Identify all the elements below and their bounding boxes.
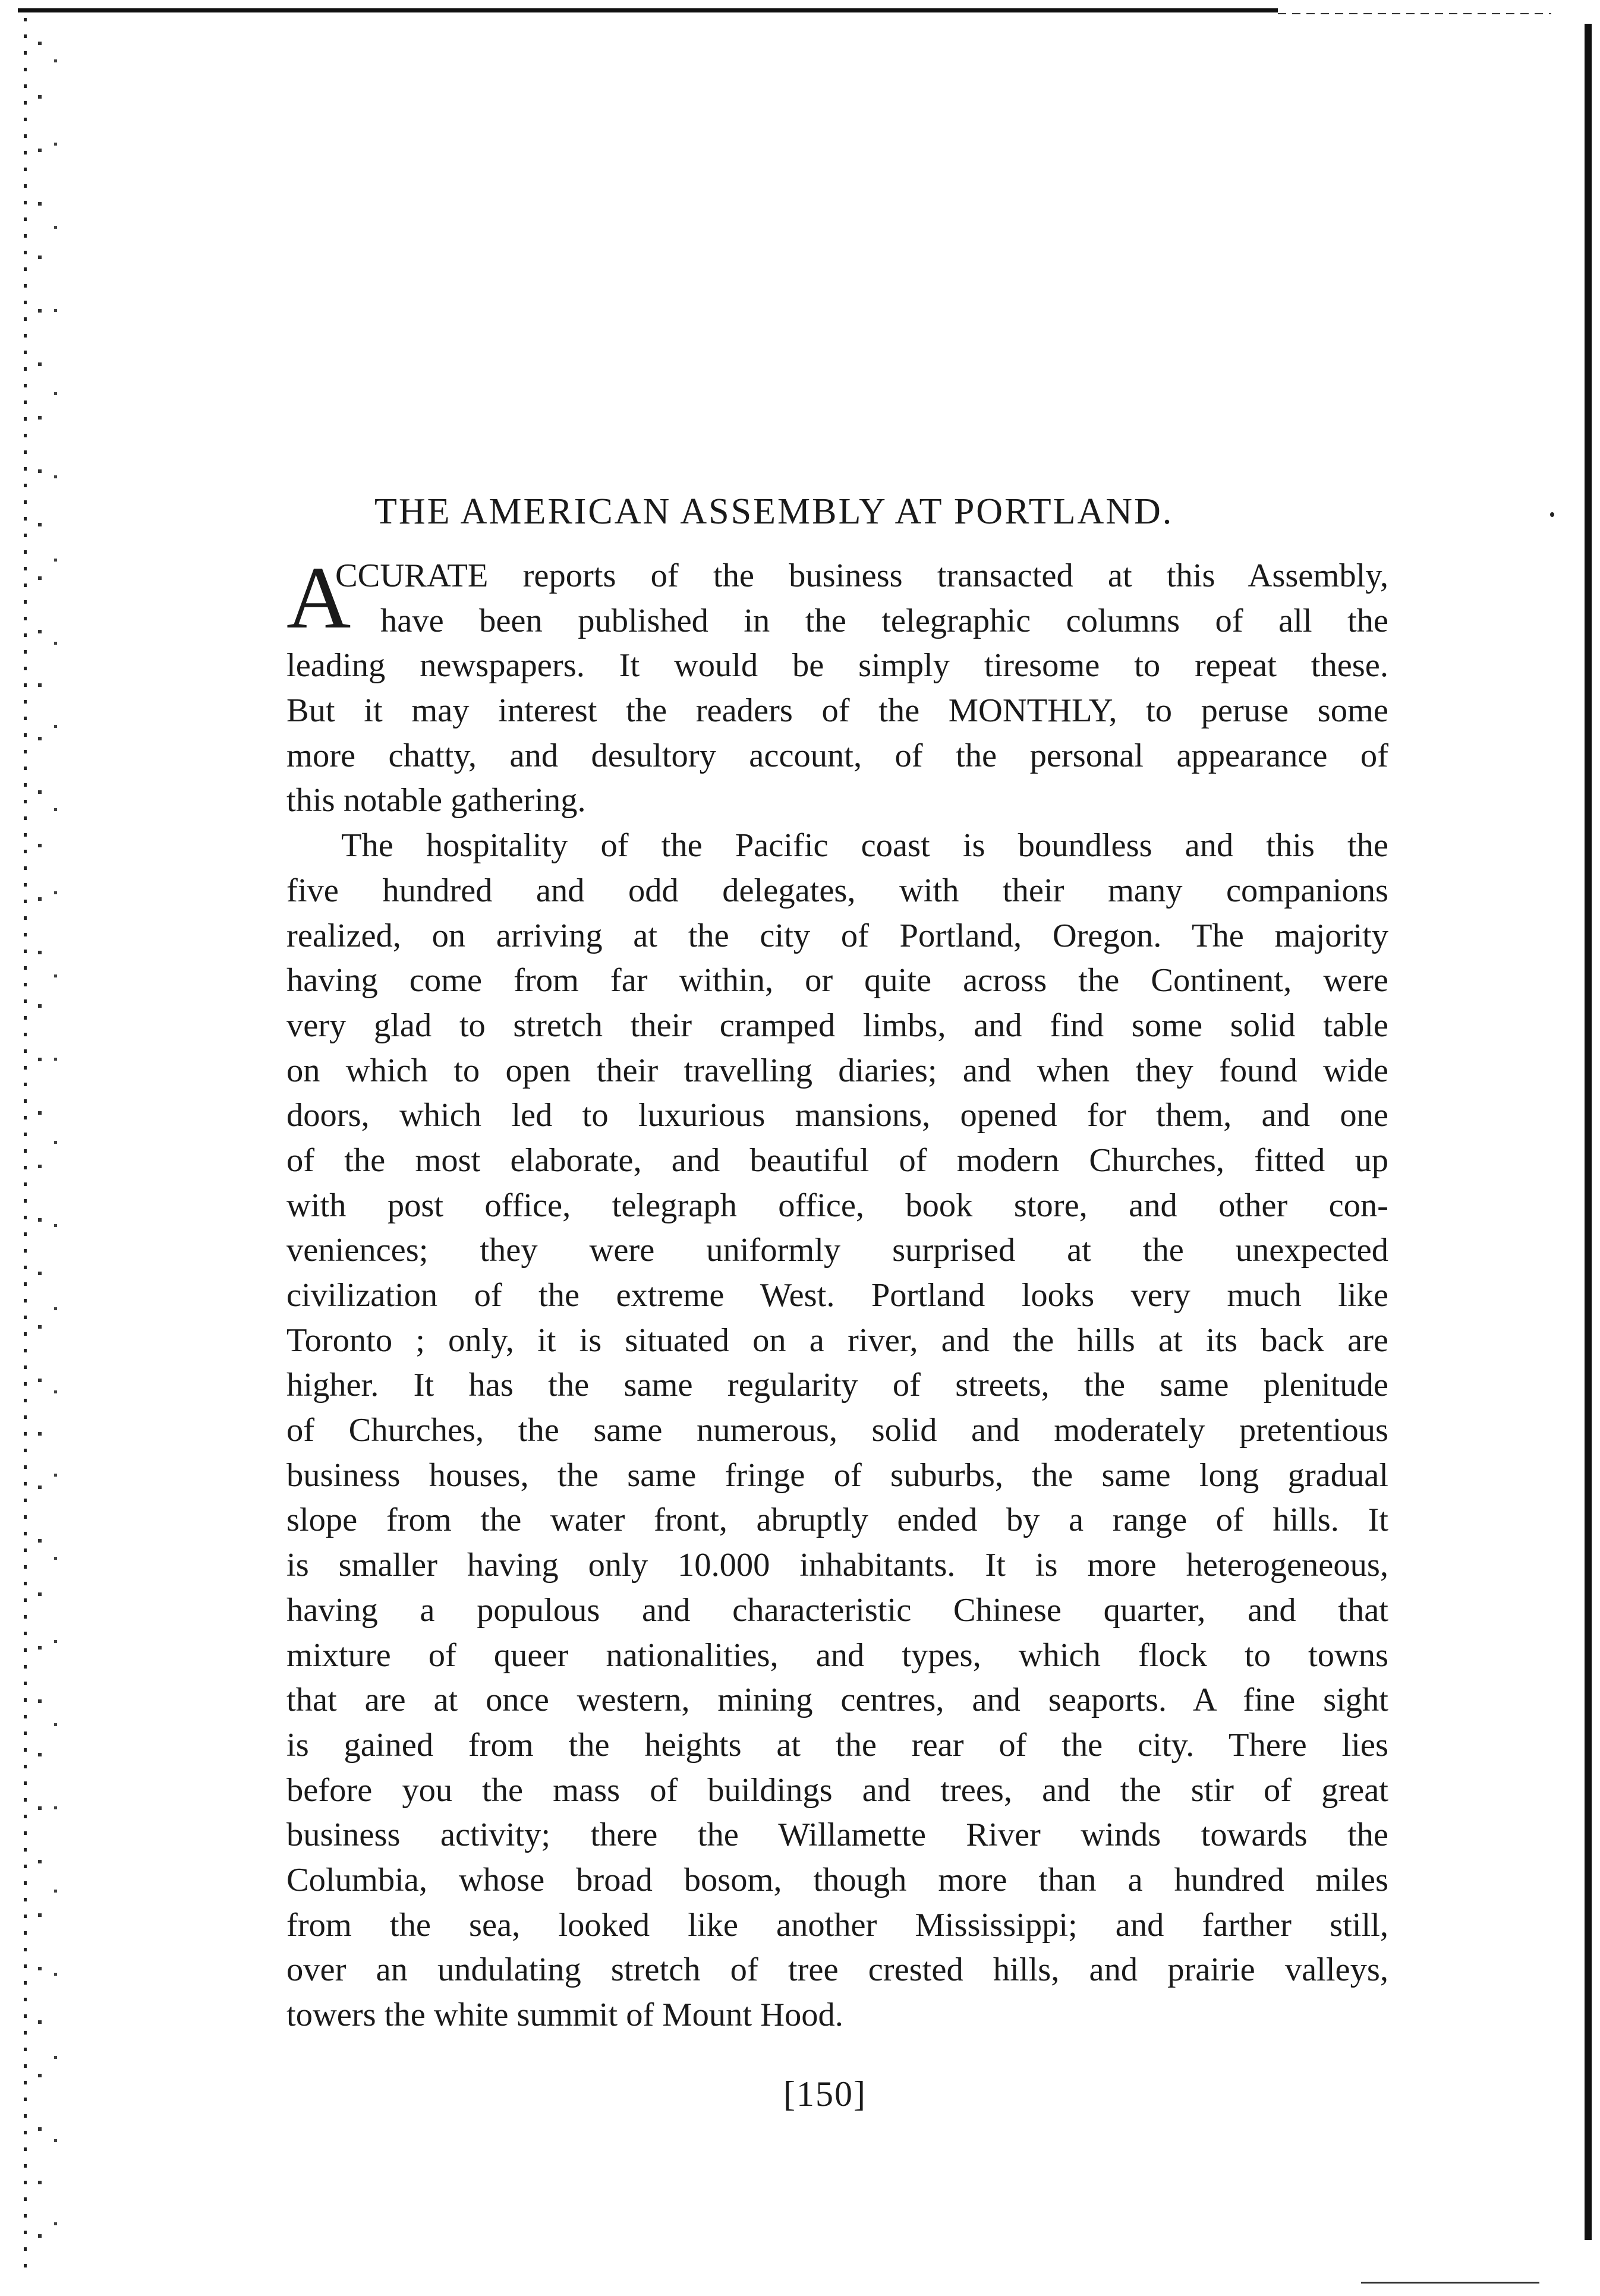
text-line: having a populous and characteristic Chinese quarter, and that bbox=[286, 1591, 1388, 1629]
text-line: Toronto ; only, it is situated on a river, and the hills at its back are bbox=[286, 1322, 1388, 1359]
text-line: But it may interest the readers of the MONTHLY, to peruse some bbox=[286, 692, 1388, 730]
text-line: higher. It has the same regularity of streets, the same plenitude bbox=[286, 1367, 1388, 1404]
text-line: that are at once western, mining centres, and seaports. A fine sight bbox=[286, 1682, 1388, 1719]
text-line: realized, on arriving at the city of Portland, Oregon. The majority bbox=[286, 917, 1388, 954]
text-line: having come from far within, or quite across the Continent, were bbox=[286, 962, 1388, 999]
text-line: of Churches, the same numerous, solid and moderately pretentious bbox=[286, 1412, 1388, 1449]
text-line: CCURATE reports of the business transacted at this Assembly, bbox=[335, 557, 1388, 594]
text-line: is gained from the heights at the rear of the city. There lies bbox=[286, 1726, 1388, 1764]
text-line: slope from the water front, abruptly ended by a range of hills. It bbox=[286, 1502, 1388, 1539]
text-line: on which to open their travelling diaries; and when they found wide bbox=[286, 1052, 1388, 1089]
text-line: before you the mass of buildings and trees, and the stir of great bbox=[286, 1771, 1388, 1809]
text-line: The hospitality of the Pacific coast is boundless and this the bbox=[341, 827, 1388, 865]
text-line: very glad to stretch their cramped limbs, and find some solid table bbox=[286, 1007, 1388, 1044]
text-line: of the most elaborate, and beautiful of modern Churches, fitted up bbox=[286, 1141, 1388, 1179]
text-line: business houses, the same fringe of suburbs, the same long gradual bbox=[286, 1456, 1388, 1494]
right-page-edge bbox=[1585, 24, 1592, 2240]
drop-cap-letter: A bbox=[286, 548, 351, 647]
article-title: THE AMERICAN ASSEMBLY AT PORTLAND. bbox=[374, 491, 1174, 532]
binding-gutter-marks bbox=[21, 18, 63, 2276]
text-line: more chatty, and desultory account, of the personal appearance of bbox=[286, 737, 1388, 774]
text-line: veniences; they were uniformly surprised at the unexpected bbox=[286, 1232, 1388, 1269]
text-line: five hundred and odd delegates, with their many companions bbox=[286, 872, 1388, 909]
text-line: doors, which led to luxurious mansions, opened for them, and one bbox=[286, 1097, 1388, 1134]
text-line: from the sea, looked like another Mississippi; and farther still, bbox=[286, 1906, 1388, 1944]
text-line: with post office, telegraph office, book store, and other con- bbox=[286, 1187, 1388, 1224]
top-border-dashes bbox=[1278, 13, 1551, 14]
text-line: towers the white summit of Mount Hood. bbox=[286, 1997, 843, 2033]
text-line: over an undulating stretch of tree crested hills, and prairie valleys, bbox=[286, 1951, 1388, 1989]
text-line: business activity; there the Willamette River winds towards the bbox=[286, 1816, 1388, 1854]
article-body bbox=[286, 548, 1388, 2038]
text-line: Columbia, whose broad bosom, though more than a hundred miles bbox=[286, 1861, 1388, 1898]
text-line: have been published in the telegraphic columns of all the bbox=[380, 602, 1388, 639]
text-line: civilization of the extreme West. Portland looks very much like bbox=[286, 1277, 1388, 1314]
margin-speck bbox=[1550, 512, 1554, 517]
text-line: this notable gathering. bbox=[286, 782, 586, 819]
page-number: [150] bbox=[783, 2074, 867, 2114]
text-line: mixture of queer nationalities, and types, which flock to towns bbox=[286, 1636, 1388, 1674]
bottom-edge-mark bbox=[1361, 2282, 1539, 2284]
text-line: is smaller having only 10.000 inhabitants. It is more heterogeneous, bbox=[286, 1547, 1388, 1584]
text-line: leading newspapers. It would be simply tiresome to repeat these. bbox=[286, 647, 1388, 685]
top-border-rule bbox=[18, 8, 1278, 12]
